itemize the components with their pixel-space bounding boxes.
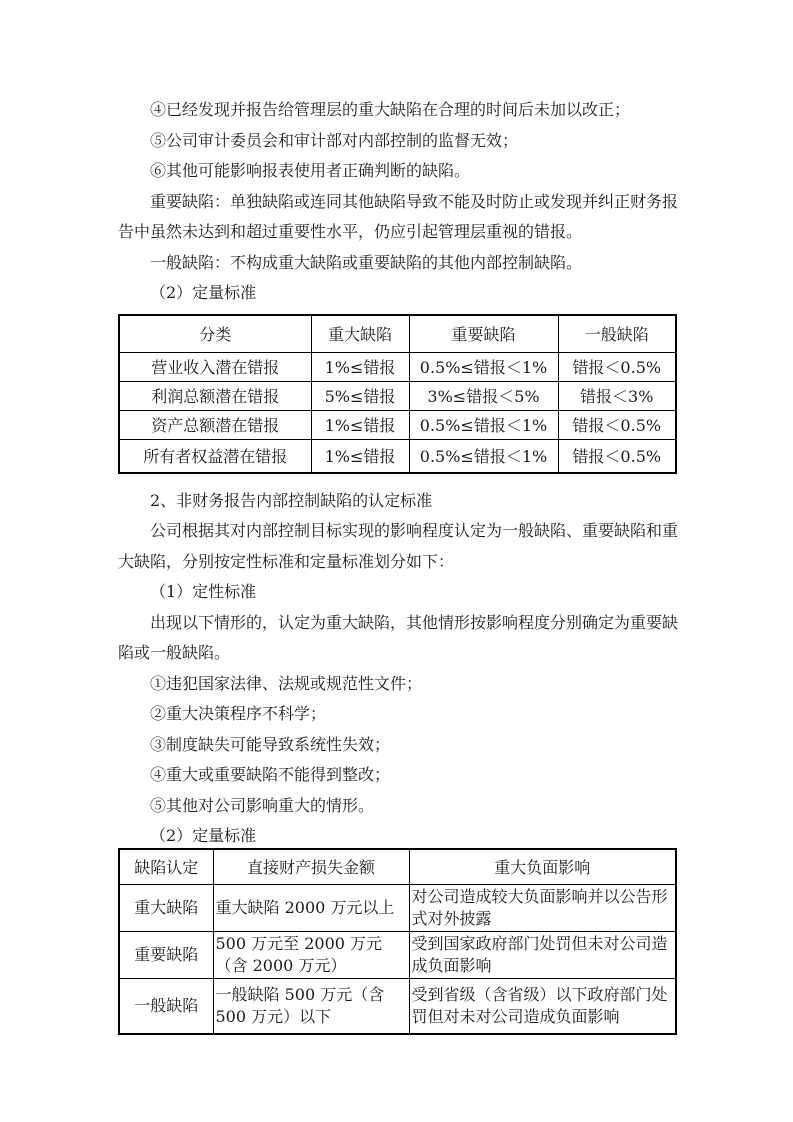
table-row: [119, 352, 676, 381]
table-header-row: [119, 315, 676, 353]
paragraph-situations-line2: 陷或一般缺陷。: [118, 643, 231, 662]
heading-quantitative-standard-financial: （2）定量标准: [150, 283, 257, 302]
paragraph-situations-line1: 出现以下情形的，认定为重大缺陷，其他情形按影响程度分别确定为重要缺: [150, 612, 679, 632]
list-item-4-financial: ④已经发现并报告给管理层的重大缺陷在合理的时间后未加以改正；: [150, 100, 631, 119]
table-cell: 受到国家政府部门处罚但未对公司造成负面影响: [409, 931, 676, 978]
table-cell: 500 万元至 2000 万元（含 2000 万元）: [213, 931, 409, 978]
table-row: [119, 439, 676, 473]
table-cell: 5%≤错报: [311, 381, 409, 410]
table-cell: 1%≤错报: [311, 439, 409, 473]
table-cell: 受到省级（含省级）以下政府部门处罚但对未对公司造成负面影响: [409, 978, 676, 1034]
table-cell: 0.5%≤错报＜1%: [409, 352, 558, 381]
nonfinancial-deficiency-table: [118, 848, 677, 1035]
table-header-row: [119, 849, 676, 885]
table-cell: 3%≤错报＜5%: [409, 381, 558, 410]
table-cell: 0.5%≤错报＜1%: [409, 410, 558, 439]
list-item-1-nonfinancial: ①违犯国家法律、法规或规范性文件；: [150, 673, 423, 693]
table-header-cell: 重大负面影响: [409, 849, 676, 885]
table-cell: 错报＜0.5%: [558, 410, 676, 439]
table-row: [119, 931, 676, 978]
paragraph-important-deficiency-line2: 告中虽然未达到和超过重要性水平，仍应引起管理层重视的错报。: [118, 222, 583, 241]
table-cell: 0.5%≤错报＜1%: [409, 439, 558, 473]
list-item-5-nonfinancial: ⑤其他对公司影响重大的情形。: [150, 795, 375, 815]
table-row: [119, 410, 676, 439]
heading-qualitative-standard: （1）定性标准: [150, 582, 257, 601]
table-cell: 一般缺陷 500 万元（含 500 万元）以下: [213, 978, 409, 1034]
list-item-6-financial: ⑥其他可能影响报表使用者正确判断的缺陷。: [150, 161, 471, 180]
list-item-4-nonfinancial: ④重大或重要缺陷不能得到整改；: [150, 765, 391, 784]
table-header-cell: 一般缺陷: [558, 315, 676, 353]
table-cell: 营业收入潜在错报: [119, 352, 311, 381]
table-cell: 错报＜0.5%: [558, 439, 676, 473]
paragraph-general-deficiency: 一般缺陷：不构成重大缺陷或重要缺陷的其他内部控制缺陷。: [150, 252, 583, 272]
table-cell: 1%≤错报: [311, 410, 409, 439]
table-header-cell: 重大缺陷: [311, 315, 409, 353]
table-cell: 重大缺陷: [119, 884, 213, 931]
table-row: [119, 381, 676, 410]
heading-quantitative-standard-nonfinancial: （2）定量标准: [150, 826, 257, 845]
table-header-cell: 重要缺陷: [409, 315, 558, 353]
table-cell: 重要缺陷: [119, 931, 213, 978]
table-cell: 利润总额潜在错报: [119, 381, 311, 410]
list-item-3-nonfinancial: ③制度缺失可能导致系统性失效；: [150, 734, 391, 754]
list-item-5-financial: ⑤公司审计委员会和审计部对内部控制的监督无效；: [150, 130, 519, 150]
heading-nonfinancial-standard: 2、非财务报告内部控制缺陷的认定标准: [150, 490, 433, 510]
table-cell: 错报＜3%: [558, 381, 676, 410]
table-cell: 一般缺陷: [119, 978, 213, 1034]
document-content: [118, 95, 679, 1035]
paragraph-company-basis-line1: 公司根据其对内部控制目标实现的影响程度认定为一般缺陷、重要缺陷和重: [150, 521, 679, 540]
financial-misstatement-threshold-table: [118, 314, 677, 474]
table-cell: 所有者权益潜在错报: [119, 439, 311, 473]
table-cell: 资产总额潜在错报: [119, 410, 311, 439]
table-cell: 对公司造成较大负面影响并以公告形式对外披露: [409, 884, 676, 931]
table-row: [119, 978, 676, 1034]
paragraph-important-deficiency-line1: 重要缺陷：单独缺陷或连同其他缺陷导致不能及时防止或发现并纠正财务报: [150, 191, 679, 211]
paragraph-company-basis-line2: 大缺陷，分别按定性标准和定量标准划分如下：: [118, 551, 455, 571]
table-cell: 错报＜0.5%: [558, 352, 676, 381]
table-header-cell: 直接财产损失金额: [213, 849, 409, 885]
list-item-2-nonfinancial: ②重大决策程序不科学；: [150, 704, 327, 723]
table-header-cell: 分类: [119, 315, 311, 353]
table-header-cell: 缺陷认定: [119, 849, 213, 885]
table-cell: 重大缺陷 2000 万元以上: [213, 884, 409, 931]
table-row: [119, 884, 676, 931]
table-cell: 1%≤错报: [311, 352, 409, 381]
